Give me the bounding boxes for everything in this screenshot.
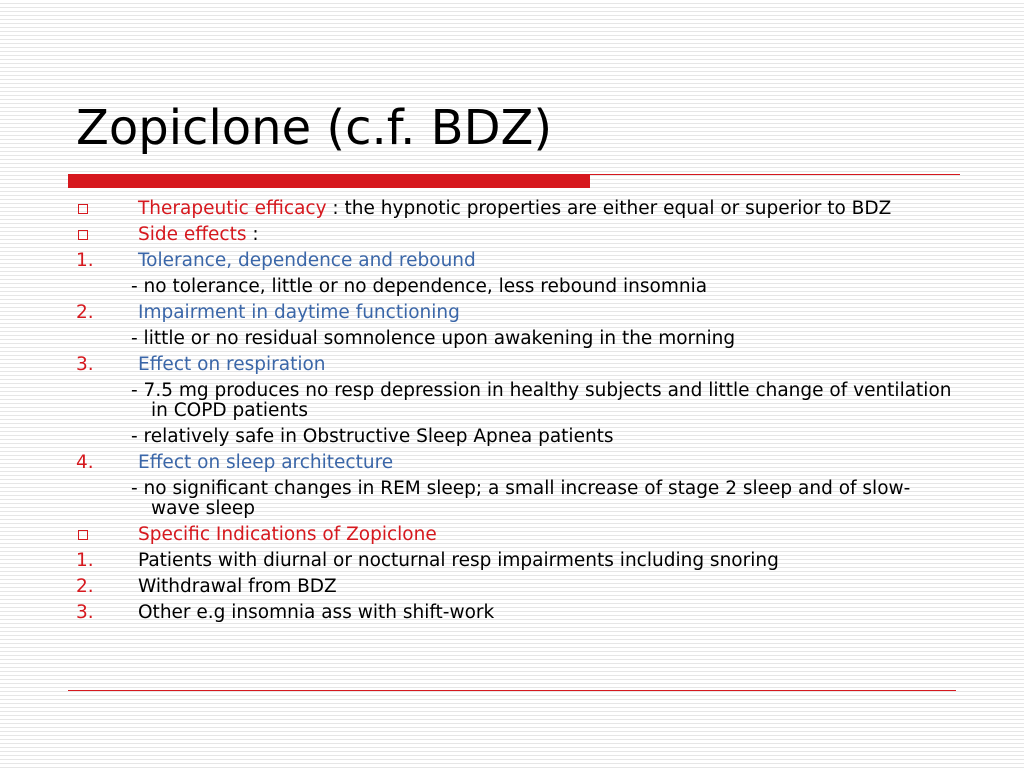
slide-title: Zopiclone (c.f. BDZ)	[76, 100, 553, 156]
item-detail: - little or no residual somnolence upon awakening in the morning	[131, 328, 736, 349]
bullet-label: Side effects	[138, 224, 247, 245]
item-detail: - no significant changes in REM sleep; a small increase of stage 2 sleep and of slow-wave sleep	[131, 478, 911, 519]
item-number: 2.	[76, 576, 94, 597]
bullet-label: Specific Indications of Zopiclone	[138, 524, 437, 545]
item-heading: Effect on respiration	[138, 354, 326, 375]
item-heading: Tolerance, dependence and rebound	[138, 250, 476, 271]
indication-item-2	[76, 577, 956, 597]
indication-text: Patients with diurnal or nocturnal resp impairments including snoring	[138, 550, 779, 571]
item-heading: Impairment in daytime functioning	[138, 302, 460, 323]
bullet-specific-indications	[76, 525, 956, 545]
numbered-item-3	[76, 355, 956, 375]
item-detail: - 7.5 mg produces no resp depression in healthy subjects and little change of ventilation in COPD patients	[131, 380, 952, 421]
hollow-square-bullet-icon	[78, 230, 88, 240]
indication-text: Other e.g insomnia ass with shift-work	[138, 602, 495, 623]
item-number: 4.	[76, 452, 94, 473]
footer-rule	[68, 690, 956, 691]
indication-text: Withdrawal from BDZ	[138, 576, 337, 597]
indication-item-3	[76, 603, 956, 623]
item-number: 3.	[76, 354, 94, 375]
hollow-square-bullet-icon	[78, 204, 88, 214]
indication-item-1	[76, 551, 956, 571]
title-underline-bar	[68, 174, 590, 188]
item-number: 2.	[76, 302, 94, 323]
numbered-item-1	[76, 251, 956, 271]
numbered-item-2	[76, 303, 956, 323]
bullet-side-effects	[76, 225, 956, 245]
item-detail: - no tolerance, little or no dependence, less rebound insomnia	[131, 276, 708, 297]
bullet-text: :	[246, 224, 259, 245]
slide-body	[76, 199, 956, 623]
bullet-therapeutic-efficacy	[76, 199, 956, 219]
item-heading: Effect on sleep architecture	[138, 452, 394, 473]
hollow-square-bullet-icon	[78, 530, 88, 540]
item-number: 1.	[76, 550, 94, 571]
bullet-label: Therapeutic efficacy	[138, 198, 327, 219]
bullet-text: : the hypnotic properties are either equal or superior to BDZ	[326, 198, 892, 219]
item-number: 3.	[76, 602, 94, 623]
title-underline-line	[590, 174, 960, 175]
item-number: 1.	[76, 250, 94, 271]
numbered-item-4	[76, 453, 956, 473]
item-detail: - relatively safe in Obstructive Sleep Apnea patients	[131, 426, 614, 447]
